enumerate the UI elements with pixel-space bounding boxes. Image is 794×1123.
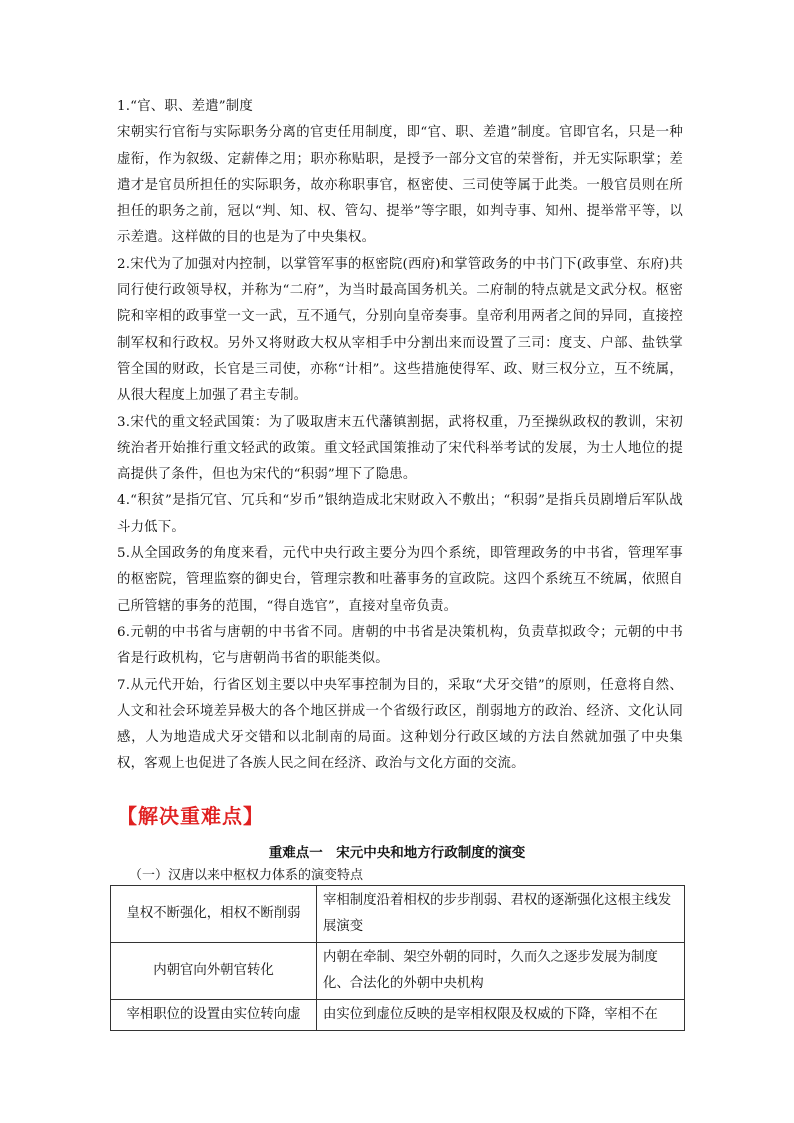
table-cell-detail: 内朝在牵制、架空外朝的同时，久而久之逐步发展为制度化、合法化的外朝中央机构 [317, 943, 685, 1000]
note-paragraph: 7.从元代开始，行省区划主要以中央军事控制为目的，采取“犬牙交错”的原则，任意将自然、人文和社会环境差异极大的各个地区拼成一个省级行政区，削弱地方的政治、经济、文化认同感，人为地造成犬牙交错和以北制南的局面。这种划分行政区域的方法自然就加强了中央集权，客观上也促进了各族人民之间在经济、政治与文化方面的交流。 [117, 677, 683, 772]
table-cell-feature: 宰相职位的设置由实位转向虚 [111, 1000, 317, 1031]
table-cell-detail: 宰相制度沿着相权的步步削弱、君权的逐渐强化这根主线发展演变 [317, 886, 685, 943]
note-paragraph: 5.从全国政务的角度来看，元代中央行政主要分为四个系统，即管理政务的中书省，管理军事的枢密院，管理监察的御史台，管理宗教和吐蕃事务的宣政院。这四个系统互不统属，依照自己所管辖的事务的范围，“得自选官”，直接对皇帝负责。 [117, 546, 683, 614]
table-row [111, 886, 685, 943]
table-caption: （一）汉唐以来中枢权力体系的演变特点 [129, 868, 364, 883]
features-table [110, 885, 685, 1031]
note-paragraph: 2.宋代为了加强对内控制，以掌管军事的枢密院(西府)和掌管政务的中书门下(政事堂、东府)共同行使行政领导权，并称为“二府”，为当时最高国务机关。二府制的特点就是文武分权。枢密院和宰相的政事堂一文一武，互不通气，分别向皇帝奏事。皇帝利用两者之间的异同，直接控制军权和行政权。另外又将财政大权从宰相手中分割出来而设置了三司：度支、户部、盐铁掌管全国的财政，长官是三司使，亦称“计相”。这些措施使得军、政、财三权分立，互不统属，从很大程度上加强了君主专制。 [117, 256, 683, 404]
note-paragraph: 宋朝实行官衔与实际职务分离的官吏任用制度，即“官、职、差遣”制度。官即官名，只是一种虚衔，作为叙级、定薪俸之用；职亦称贴职，是授予一部分文官的荣誉衔，并无实际职掌；差遣才是官员所担任的实际职务，故亦称职事官，枢密使、三司使等属于此类。一般官员则在所担任的职务之前，冠以“判、知、权、管勾、提举”等字眼，如判寺事、知州、提举常平等，以示差遣。这样做的目的也是为了中央集权。 [117, 125, 683, 246]
section-heading: 【解决重难点】 [117, 804, 264, 828]
notes-body [117, 94, 683, 778]
subtitle: 重难点一 宋元中央和地方行政制度的演变 [268, 845, 526, 861]
table-cell-feature: 皇权不断强化，相权不断削弱 [111, 886, 317, 943]
table-cell-detail: 由实位到虚位反映的是宰相权限及权威的下降，宰相不在 [317, 1000, 685, 1031]
note-paragraph: 3.宋代的重文轻武国策：为了吸取唐末五代藩镇割据，武将权重，乃至操纵政权的教训，宋初统治者开始推行重文轻武的政策。重文轻武国策推动了宋代科举考试的发展，为士人地位的提高提供了条件，但也为宋代的“积弱”埋下了隐患。 [117, 414, 683, 483]
table-cell-feature: 内朝官向外朝官转化 [111, 943, 317, 1000]
note-paragraph: 4.“积贫”是指冗官、冗兵和“岁币”银纳造成北宋财政入不敷出；“积弱”是指兵员剧增后军队战斗力低下。 [117, 493, 683, 535]
table-row [111, 943, 685, 1000]
note-heading: 1.“官、职、差遣”制度 [117, 99, 253, 114]
note-paragraph: 6.元朝的中书省与唐朝的中书省不同。唐朝的中书省是决策机构，负责草拟政令；元朝的中书省是行政机构，它与唐朝尚书省的职能类似。 [117, 624, 683, 667]
table-row [111, 1000, 685, 1031]
